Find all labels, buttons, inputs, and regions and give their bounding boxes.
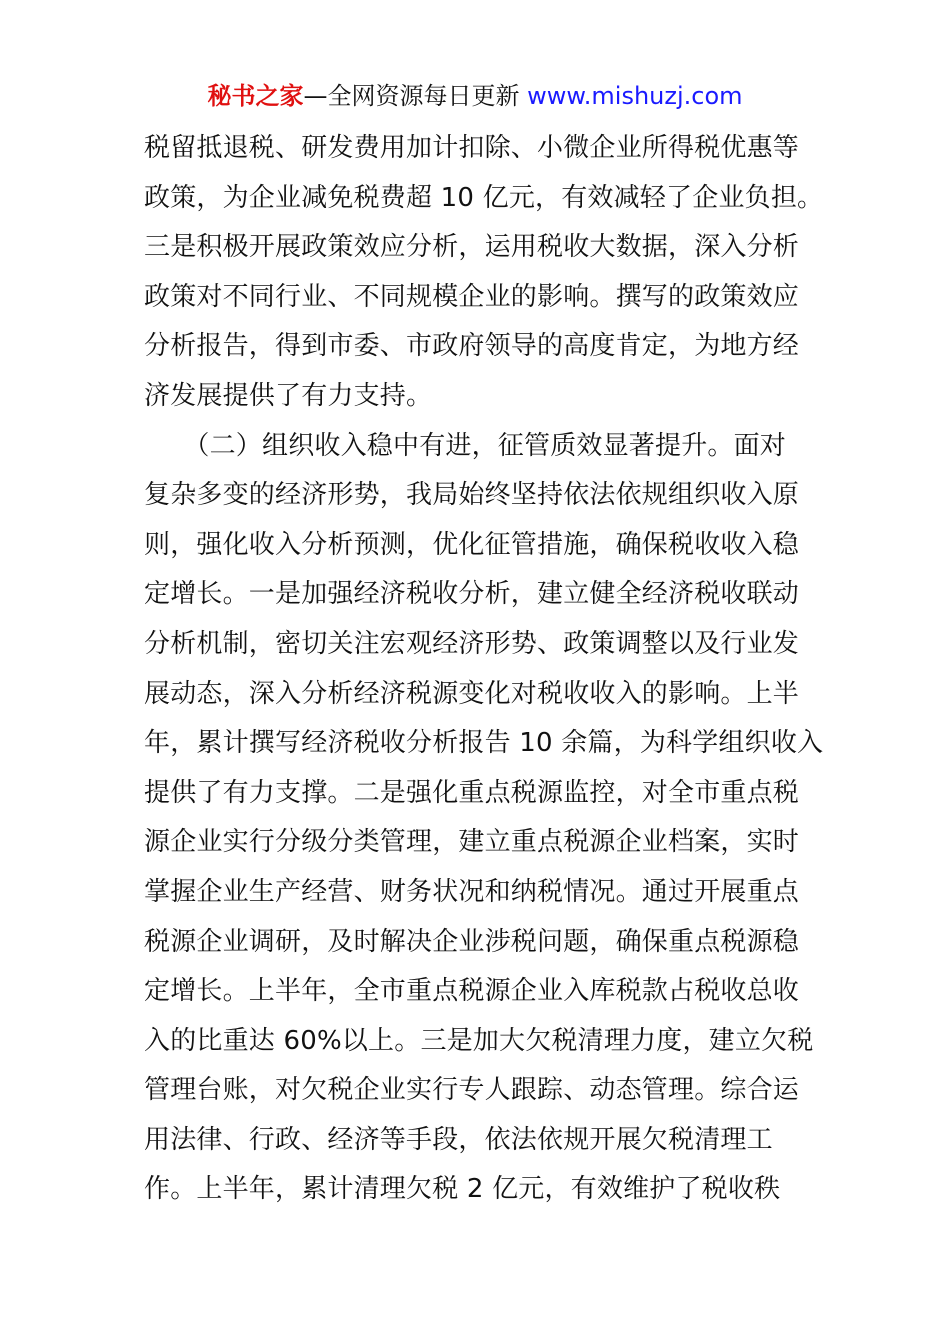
text-line: 提供了有力支撑。二是强化重点税源监控，对全市重点税	[144, 777, 800, 808]
text-line: 三是积极开展政策效应分析，运用税收大数据，深入分析	[144, 232, 800, 263]
text-line: 复杂多变的经济形势，我局始终坚持依法依规组织收入原	[144, 480, 800, 511]
text-line: 掌握企业生产经营、财务状况和纳税情况。通过开展重点	[144, 876, 800, 907]
text-line: 入的比重达 60%以上。三是加大欠税清理力度，建立欠税	[144, 1025, 814, 1056]
text-line: 作。上半年，累计清理欠税 2 亿元，有效维护了税收秩	[144, 1174, 781, 1205]
text-line: 定增长。上半年，全市重点税源企业入库税款占税收总收	[144, 976, 800, 1007]
text-line: 展动态，深入分析经济税源变化对税收收入的影响。上半	[144, 678, 800, 709]
site-header	[0, 80, 950, 112]
text-line: 管理台账，对欠税企业实行专人跟踪、动态管理。综合运	[144, 1075, 800, 1106]
section-heading-line: （二）组织收入稳中有进，征管质效显著提升。面对	[144, 430, 787, 461]
text-line: 税源企业调研，及时解决企业涉税问题，确保重点税源稳	[144, 926, 800, 957]
text-line: 分析报告，得到市委、市政府领导的高度肯定，为地方经	[144, 331, 800, 362]
text-line: 源企业实行分级分类管理，建立重点税源企业档案，实时	[144, 827, 800, 858]
site-url-link[interactable]: www.mishuzj.com	[527, 82, 743, 110]
text-line: 政策对不同行业、不同规模企业的影响。撰写的政策效应	[144, 281, 800, 312]
text-line: 年，累计撰写经济税收分析报告 10 余篇，为科学组织收入	[144, 728, 824, 759]
brand-name: 秘书之家	[207, 82, 304, 110]
text-line: 则，强化收入分析预测，优化征管措施，确保税收收入稳	[144, 529, 800, 560]
text-line: 济发展提供了有力支持。	[144, 380, 433, 411]
text-line: 分析机制，密切关注宏观经济形势、政策调整以及行业发	[144, 628, 800, 659]
text-line: 政策，为企业减免税费超 10 亿元，有效减轻了企业负担。	[144, 182, 824, 213]
text-line: 用法律、行政、经济等手段，依法依规开展欠税清理工	[144, 1124, 773, 1155]
text-line: 定增长。一是加强经济税收分析，建立健全经济税收联动	[144, 579, 800, 610]
text-line: 税留抵退税、研发费用加计扣除、小微企业所得税优惠等	[144, 133, 800, 163]
document-body	[144, 124, 824, 1215]
header-tagline: —全网资源每日更新	[303, 82, 528, 110]
